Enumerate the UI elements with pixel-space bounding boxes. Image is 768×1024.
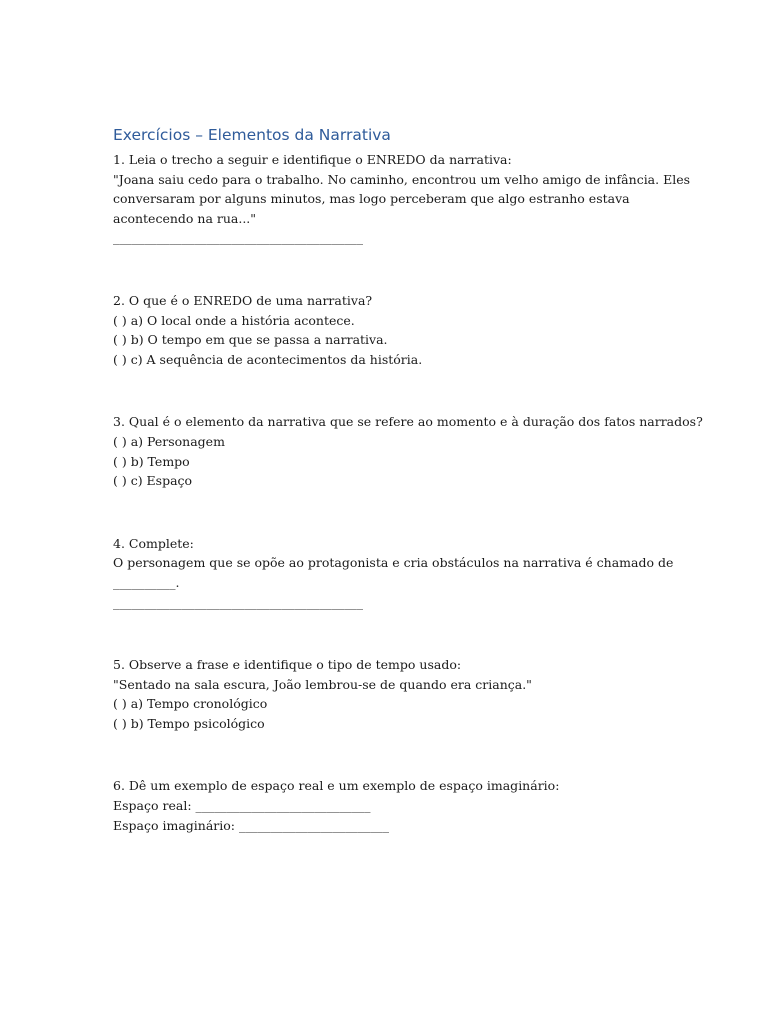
question-2-prompt: 2. O que é o ENREDO de uma narrativa?: [113, 292, 373, 308]
question-6: [113, 776, 673, 835]
question-4-prompt: 4. Complete:: [113, 535, 194, 551]
question-2-option-a: ( ) a) O local onde a história acontece.: [113, 312, 355, 328]
question-4-blank: __________.: [113, 574, 180, 590]
question-3-prompt: 3. Qual é o elemento da narrativa que se refere ao momento e à duração dos fatos narrados?: [113, 414, 703, 430]
question-1: [113, 150, 691, 248]
question-1-quote-line-2: conversaram por alguns minutos, mas logo perceberam que algo estranho estava: [113, 191, 630, 207]
question-4: [113, 534, 673, 612]
question-1-quote-line-3: acontecendo na rua...": [113, 210, 257, 226]
question-6-imaginary-space: Espaço imaginário: ________________________: [113, 817, 389, 833]
question-5: [113, 655, 673, 733]
question-1-prompt: 1. Leia o trecho a seguir e identifique o ENREDO da narrativa:: [113, 152, 512, 167]
question-2: [113, 291, 673, 369]
question-4-answer-line: ________________________________________: [113, 594, 363, 610]
question-5-option-a: ( ) a) Tempo cronológico: [113, 696, 268, 712]
question-5-prompt: 5. Observe a frase e identifique o tipo de tempo usado:: [113, 657, 462, 673]
question-1-answer-line: ________________________________________: [113, 230, 363, 246]
question-3-option-c: ( ) c) Espaço: [113, 473, 193, 489]
question-5-option-b: ( ) b) Tempo psicológico: [113, 715, 265, 731]
question-6-prompt: 6. Dê um exemplo de espaço real e um exemplo de espaço imaginário:: [113, 778, 560, 794]
question-2-option-c: ( ) c) A sequência de acontecimentos da história.: [113, 351, 423, 367]
document-body: [113, 125, 703, 835]
question-3-option-b: ( ) b) Tempo: [113, 453, 190, 469]
document-title: Exercícios – Elementos da Narrativa: [113, 126, 391, 144]
question-1-quote-line-1: "Joana saiu cedo para o trabalho. No caminho, encontrou um velho amigo de infância. Eles: [113, 171, 691, 187]
question-2-option-b: ( ) b) O tempo em que se passa a narrativa.: [113, 332, 388, 348]
question-6-real-space: Espaço real: ____________________________: [113, 798, 371, 814]
question-4-sentence: O personagem que se opõe ao protagonista e cria obstáculos na narrativa é chamado de: [113, 555, 674, 571]
question-5-quote: "Sentado na sala escura, João lembrou-se de quando era criança.": [113, 676, 532, 692]
question-3: [113, 412, 703, 490]
question-3-option-a: ( ) a) Personagem: [113, 433, 225, 449]
